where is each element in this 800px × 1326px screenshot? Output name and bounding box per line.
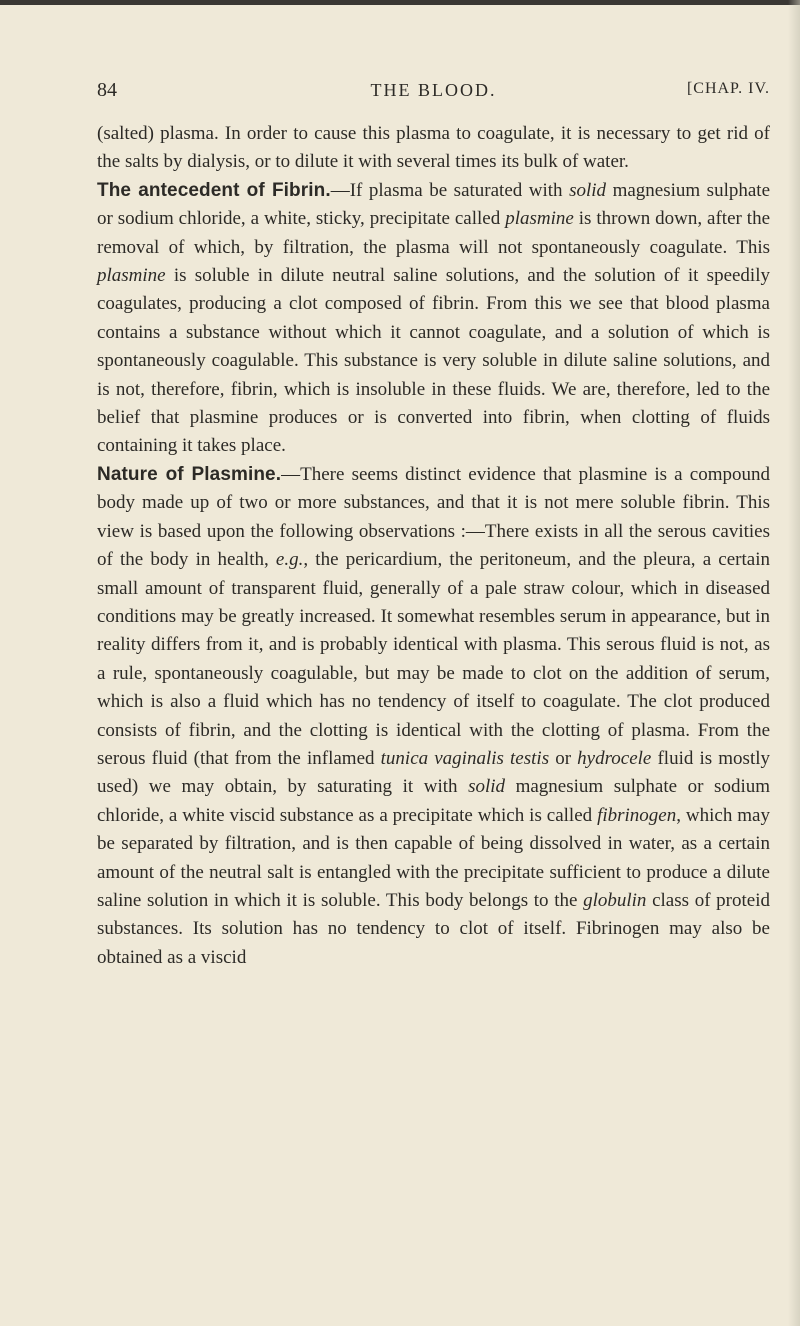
top-border-rule (0, 0, 800, 5)
italic-term: tunica vaginalis testis (380, 747, 550, 769)
italic-term: globulin (583, 889, 647, 911)
running-title: THE BLOOD. (370, 80, 497, 100)
text-run: is soluble in dilute neutral saline solutions, and the solution of it speedily coagulates, producing a clot composed of fibrin. From this we see that blood plasma contains a substance without which it cannot coagulate, and a solution of which is spontaneously coagulable. This substance is very soluble in dilute saline solutions, and is not, therefore, fibrin, which is insoluble in these fluids. We are, therefore, led to the belief that plasmine produces or is converted into fibrin, when clotting of fluids containing it takes place. (97, 265, 770, 457)
italic-term: solid (569, 179, 607, 201)
italic-term: solid (468, 776, 506, 798)
text-run: , the pericardium, the peritoneum, and the pleura, a certain small amount of transparent fluid, generally of a pale straw colour, which in diseased conditions may be greatly increased. It somewhat resembles serum in appearance, but in reality differs from it, and is probably identical with plasma. This serous fluid is not, as a rule, spontaneously coagulable, but may be made to clot on the addition of serum, which is also a fluid which has no tendency of itself to coagulate. The clot produced consists of fibrin, and the clotting is identical with the clotting of plasma. From the serous fluid (that from the inflamed (97, 549, 770, 769)
text-run: or (549, 747, 578, 769)
chapter-label: [CHAP. IV. (686, 80, 770, 97)
page-edge-shadow (788, 0, 800, 1326)
italic-term: e.g. (275, 549, 304, 571)
text-run: —There seems distinct evidence that plasmine is a compound body made up of two or more substances, and that it is not mere soluble fibrin. This view is based upon the following observations :—There exists in all the serous cavities of the body in health, (97, 463, 770, 571)
paragraph-antecedent-of-fibrin (97, 177, 770, 461)
paragraph-salted-plasma: (salted) plasma. In order to cause this plasma to coagulate, it is necessary to get rid of the salts by dialysis, or to dilute it with several times its bulk of water. (97, 123, 770, 173)
text-run: magnesium sulphate or sodium chloride, a white, sticky, precipitate called (97, 179, 771, 230)
body-text (97, 120, 770, 972)
book-page (97, 76, 770, 972)
text-run: —If plasma be saturated with (330, 179, 570, 201)
text-run: is thrown down, after the removal of which, by filtration, the plasma will not spontaneously coagulate. This (97, 208, 771, 258)
text-run: , which may be separated by filtration, and is then capable of being dissolved in water, as a certain amount of the neutral salt is entangled with the precipitate sufficient to produce a dilute saline solution in which it is soluble. This body belongs to the (97, 804, 770, 911)
italic-term: hydrocele (577, 747, 652, 769)
italic-term: fibrinogen (597, 804, 677, 826)
paragraph-nature-of-plasmine (97, 461, 770, 972)
text-run: class of proteid substances. Its solution has no tendency to clot of itself. Fibrinogen may also be obtained as a viscid (97, 889, 770, 968)
text-run: magnesium sulphate or sodium chloride, a white viscid substance as a precipitate which is called (97, 776, 770, 826)
section-heading-antecedent-of-fibrin: The antecedent of Fibrin. (97, 179, 331, 201)
italic-term: plasmine (505, 208, 574, 230)
text-run: fluid is mostly used) we may obtain, by saturating it with (97, 747, 770, 798)
page-number: 84 (97, 79, 117, 101)
section-heading-nature-of-plasmine: Nature of Plasmine. (97, 463, 282, 485)
italic-term: plasmine (97, 265, 166, 287)
running-header (97, 76, 770, 108)
